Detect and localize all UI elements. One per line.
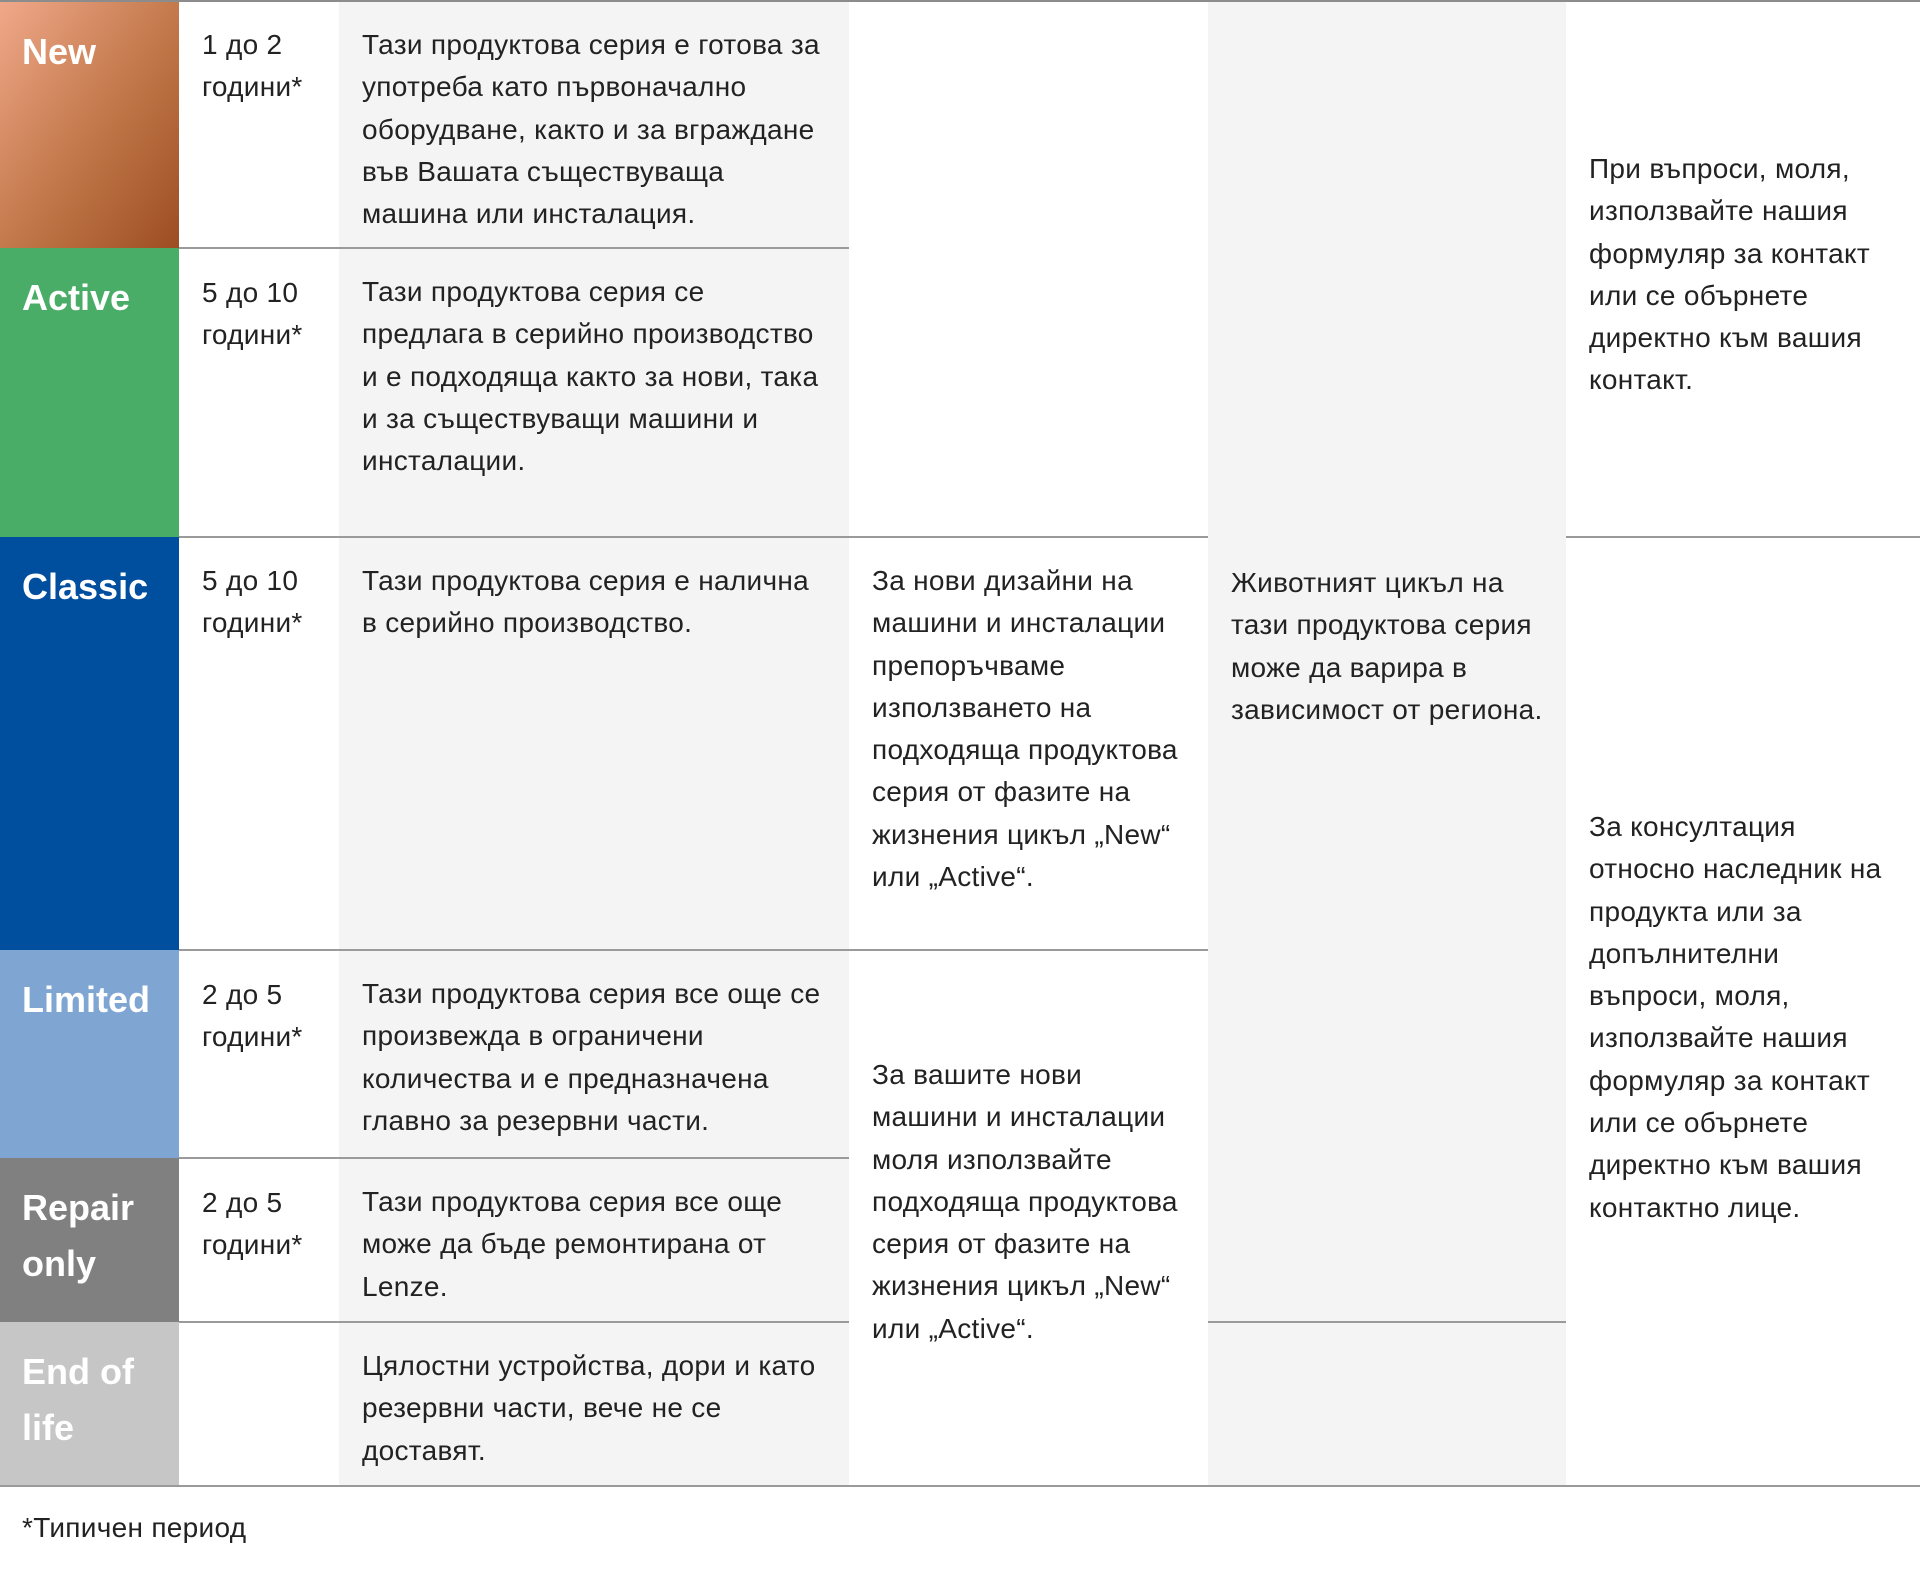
row-divider xyxy=(179,1157,849,1159)
contact-note-new-active: При въпроси, моля, използвайте нашия формуляр за контакт или се обърнете директно към вашия контакт. xyxy=(1589,153,1870,396)
phase-active: Active xyxy=(0,248,179,537)
period-classic: 5 до 10 години* xyxy=(202,565,303,639)
footnote: *Типичен период xyxy=(22,1512,247,1543)
description-active: Тази продуктова серия се предлага в серийно производство и е подходяща както за нови, така и за съществуващи машини и инсталации. xyxy=(339,249,849,537)
table-bottom-rule xyxy=(0,1485,1920,1487)
period-repair-only: 2 до 5 години* xyxy=(202,1187,303,1261)
description-end-of-life: Цялостни устройства, дори и като резервни части, вече не се доставят. xyxy=(339,1323,849,1486)
row-divider xyxy=(1208,1321,1566,1323)
lifecycle-region-note: Животният цикъл на тази продуктова серия може да варира в зависимост от региона. xyxy=(1231,567,1543,725)
phase-end-of-life: End of life xyxy=(0,1322,179,1486)
phase-repair-only: Repair only xyxy=(0,1158,179,1322)
row-divider xyxy=(179,949,1208,951)
description-new: Тази продуктова серия е готова за употреба като първоначално оборудване, както и за вграждане във Вашата съществуваща машина или инсталация. xyxy=(339,2,849,248)
period-new: 1 до 2 години* xyxy=(202,29,303,103)
period-limited: 2 до 5 години* xyxy=(202,979,303,1053)
recommendation-limited-repair-eol: За вашите нови машини и инсталации моля използвайте подходяща продуктова серия от фазите на жизнения цикъл „New“ или „Active“. xyxy=(872,1059,1178,1344)
description-classic: Тази продуктова серия е налична в серийно производство. xyxy=(339,538,849,950)
period-active: 5 до 10 години* xyxy=(202,277,303,351)
description-repair-only: Тази продуктова серия все още може да бъде ремонтирана от Lenze. xyxy=(339,1159,849,1322)
row-divider xyxy=(179,1321,849,1323)
phase-limited: Limited xyxy=(0,950,179,1158)
phase-classic: Classic xyxy=(0,537,179,950)
row-divider xyxy=(179,536,1208,538)
description-limited: Тази продуктова серия все още се произвежда в ограничени количества и е предназначена главно за резервни части. xyxy=(339,951,849,1158)
table-top-rule xyxy=(0,0,1920,2)
recommendation-classic: За нови дизайни на машини и инсталации препоръчваме използването на подходяща продуктова серия от фазите на жизнения цикъл „New“ или „Active“. xyxy=(872,565,1178,893)
contact-note-successor: За консултация относно наследник на продукта или за допълнителни въпроси, моля, използвайте нашия формуляр за контакт или се обърнете директно към вашия контактно лице. xyxy=(1589,811,1882,1223)
row-divider xyxy=(179,247,849,249)
row-divider xyxy=(1566,536,1920,538)
phase-new: New xyxy=(0,2,179,248)
